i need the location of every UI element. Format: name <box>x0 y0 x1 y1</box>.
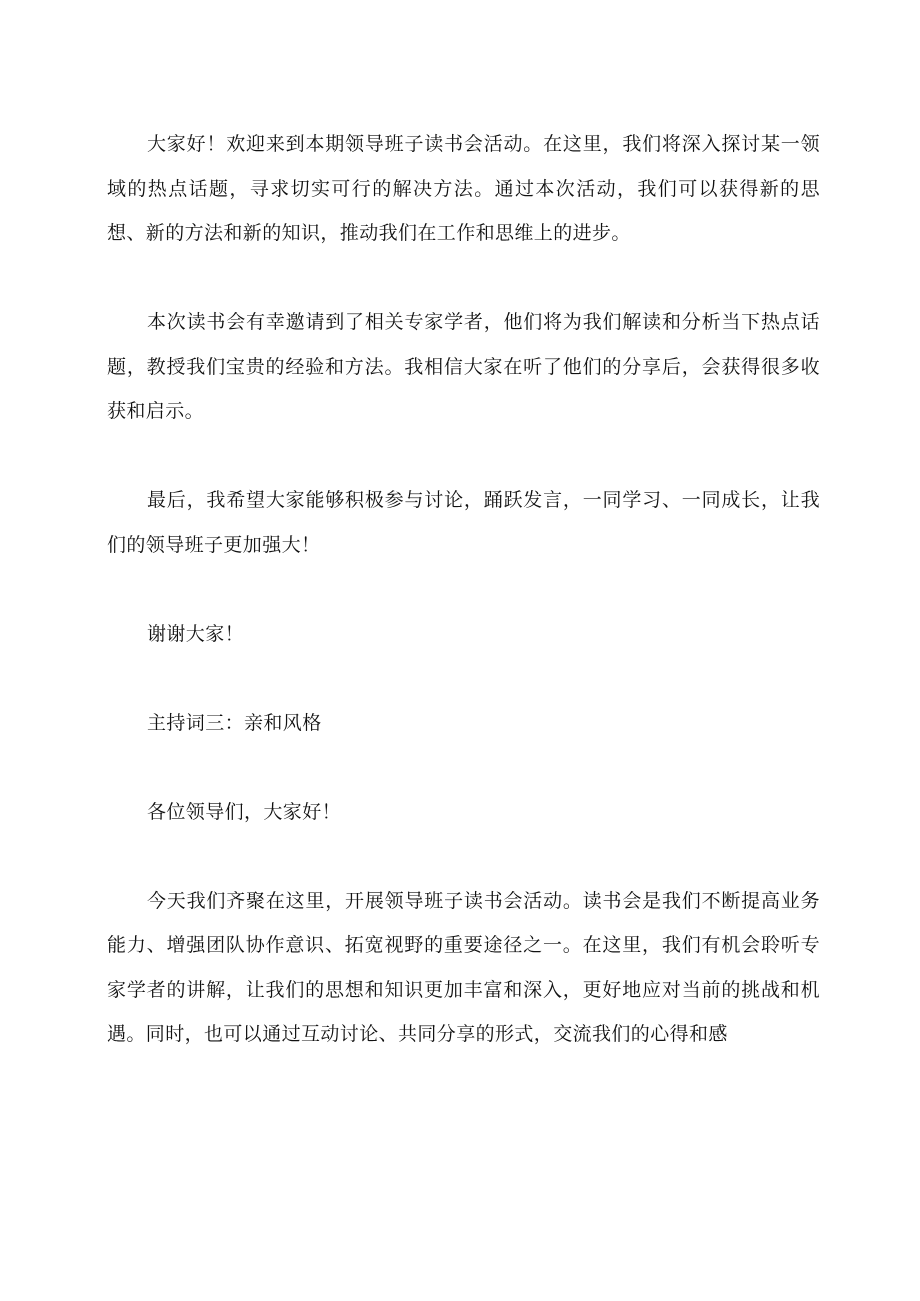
paragraph-opening: 今天我们齐聚在这里，开展领导班子读书会活动。读书会是我们不断提高业务能力、增强团队协作意识、拓宽视野的重要途径之一。在这里，我们有机会聆听专家学者的讲解，让我们的思想和知识更加丰富和深入，更好地应对当前的挑战和机遇。同时，也可以通过互动讨论、共同分享的形式，交流我们的心得和感 <box>107 889 820 1045</box>
section-heading: 主持词三：亲和风格 <box>147 711 322 734</box>
paragraph-closing-hope: 最后，我希望大家能够积极参与讨论，踊跃发言，一同学习、一同成长，让我们的领导班子更加强大！ <box>107 489 820 556</box>
paragraph-experts: 本次读书会有幸邀请到了相关专家学者，他们将为我们解读和分析当下热点话题，教授我们宝贵的经验和方法。我相信大家在听了他们的分享后，会获得很多收获和启示。 <box>107 311 820 422</box>
paragraph-welcome: 大家好！欢迎来到本期领导班子读书会活动。在这里，我们将深入探讨某一领域的热点话题，寻求切实可行的解决方法。通过本次活动，我们可以获得新的思想、新的方法和新的知识，推动我们在工作和思维上的进步。 <box>107 133 820 244</box>
document-body <box>107 122 820 1101</box>
paragraph-thanks: 谢谢大家！ <box>147 622 245 645</box>
paragraph-greeting: 各位领导们，大家好！ <box>147 800 342 823</box>
